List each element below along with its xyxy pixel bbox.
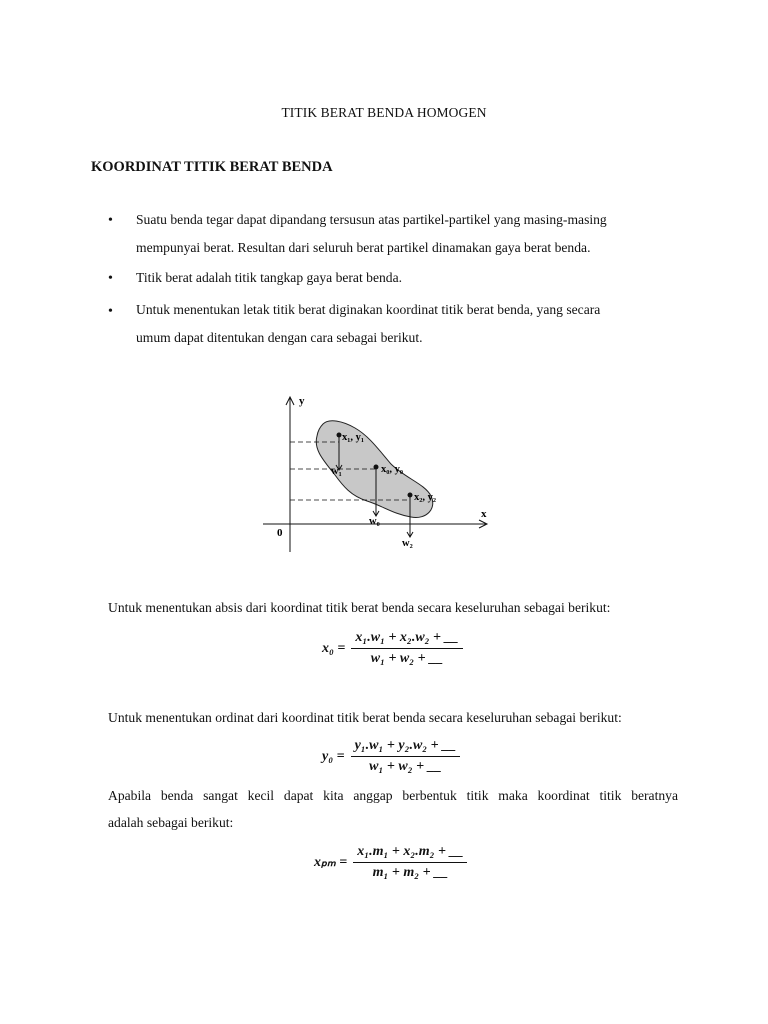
axis-y-label: y: [299, 395, 305, 407]
bullet-2-line-1: Titik berat adalah titik tangkap gaya berat benda.: [136, 270, 403, 285]
bullet-dot: •: [108, 271, 113, 286]
label-weight-0: w₀: [369, 516, 380, 527]
small-body-paragraph-line-2: adalah sebagai berikut:: [108, 815, 234, 830]
origin-label: 0: [277, 527, 283, 539]
formula-numerator: x₁.m₁ + x₂.m₂ + __: [353, 844, 467, 863]
formula-denominator: w₁ + w₂ + __: [369, 759, 442, 774]
label-point-0: x₀, y₀: [381, 464, 404, 475]
axis-x-label: x: [481, 508, 487, 520]
bullet-1-line-1: Suatu benda tegar dapat dipandang tersusun atas partikel-partikel yang masing-masing: [136, 212, 607, 227]
formula-lhs: y₀ =: [322, 748, 345, 764]
formula-xpm: [314, 844, 467, 881]
formula-numerator: y₁.w₁ + y₂.w₂ + __: [351, 738, 461, 757]
formula-denominator: w₁ + w₂ + __: [370, 651, 444, 666]
bullet-dot: •: [108, 304, 113, 319]
formula-numerator: x₁.w₁ + x₂.w₂ + __: [351, 630, 462, 649]
formula-lhs: x₀ =: [322, 640, 346, 656]
label-weight-2: w₂: [402, 538, 413, 549]
bullet-3-line-1: Untuk menentukan letak titik berat diginakan koordinat titik berat benda, yang secara: [136, 302, 601, 317]
formula-lhs: xₚₘ =: [314, 855, 348, 870]
label-point-2: x₂, y₂: [414, 492, 437, 503]
bullet-3-line-2: umum dapat ditentukan dengan cara sebagai berikut.: [136, 330, 423, 345]
ordinate-paragraph: Untuk menentukan ordinat dari koordinat titik berat benda secara keseluruhan sebagai berikut:: [108, 710, 622, 725]
label-point-1: x₁, y₁: [342, 432, 365, 443]
page-title: TITIK BERAT BENDA HOMOGEN: [281, 105, 487, 120]
bullet-1-line-2: mempunyai berat. Resultan dari seluruh berat partikel dinamakan gaya berat benda.: [136, 240, 591, 255]
label-weight-1: w₁: [331, 466, 342, 477]
small-body-paragraph-line-1: Apabila benda sangat kecil dapat kita anggap berbentuk titik maka koordinat titik beratnya: [108, 788, 678, 803]
center-of-mass-diagram: [255, 388, 505, 558]
formula-denominator: m₁ + m₂ + __: [372, 865, 449, 880]
abscissa-paragraph: Untuk menentukan absis dari koordinat titik berat benda secara keseluruhan sebagai berikut:: [108, 600, 611, 615]
bullet-dot: •: [108, 213, 113, 228]
section-heading: KOORDINAT TITIK BERAT BENDA: [91, 159, 333, 175]
formula-x0: [322, 630, 463, 667]
formula-y0: [322, 738, 460, 775]
